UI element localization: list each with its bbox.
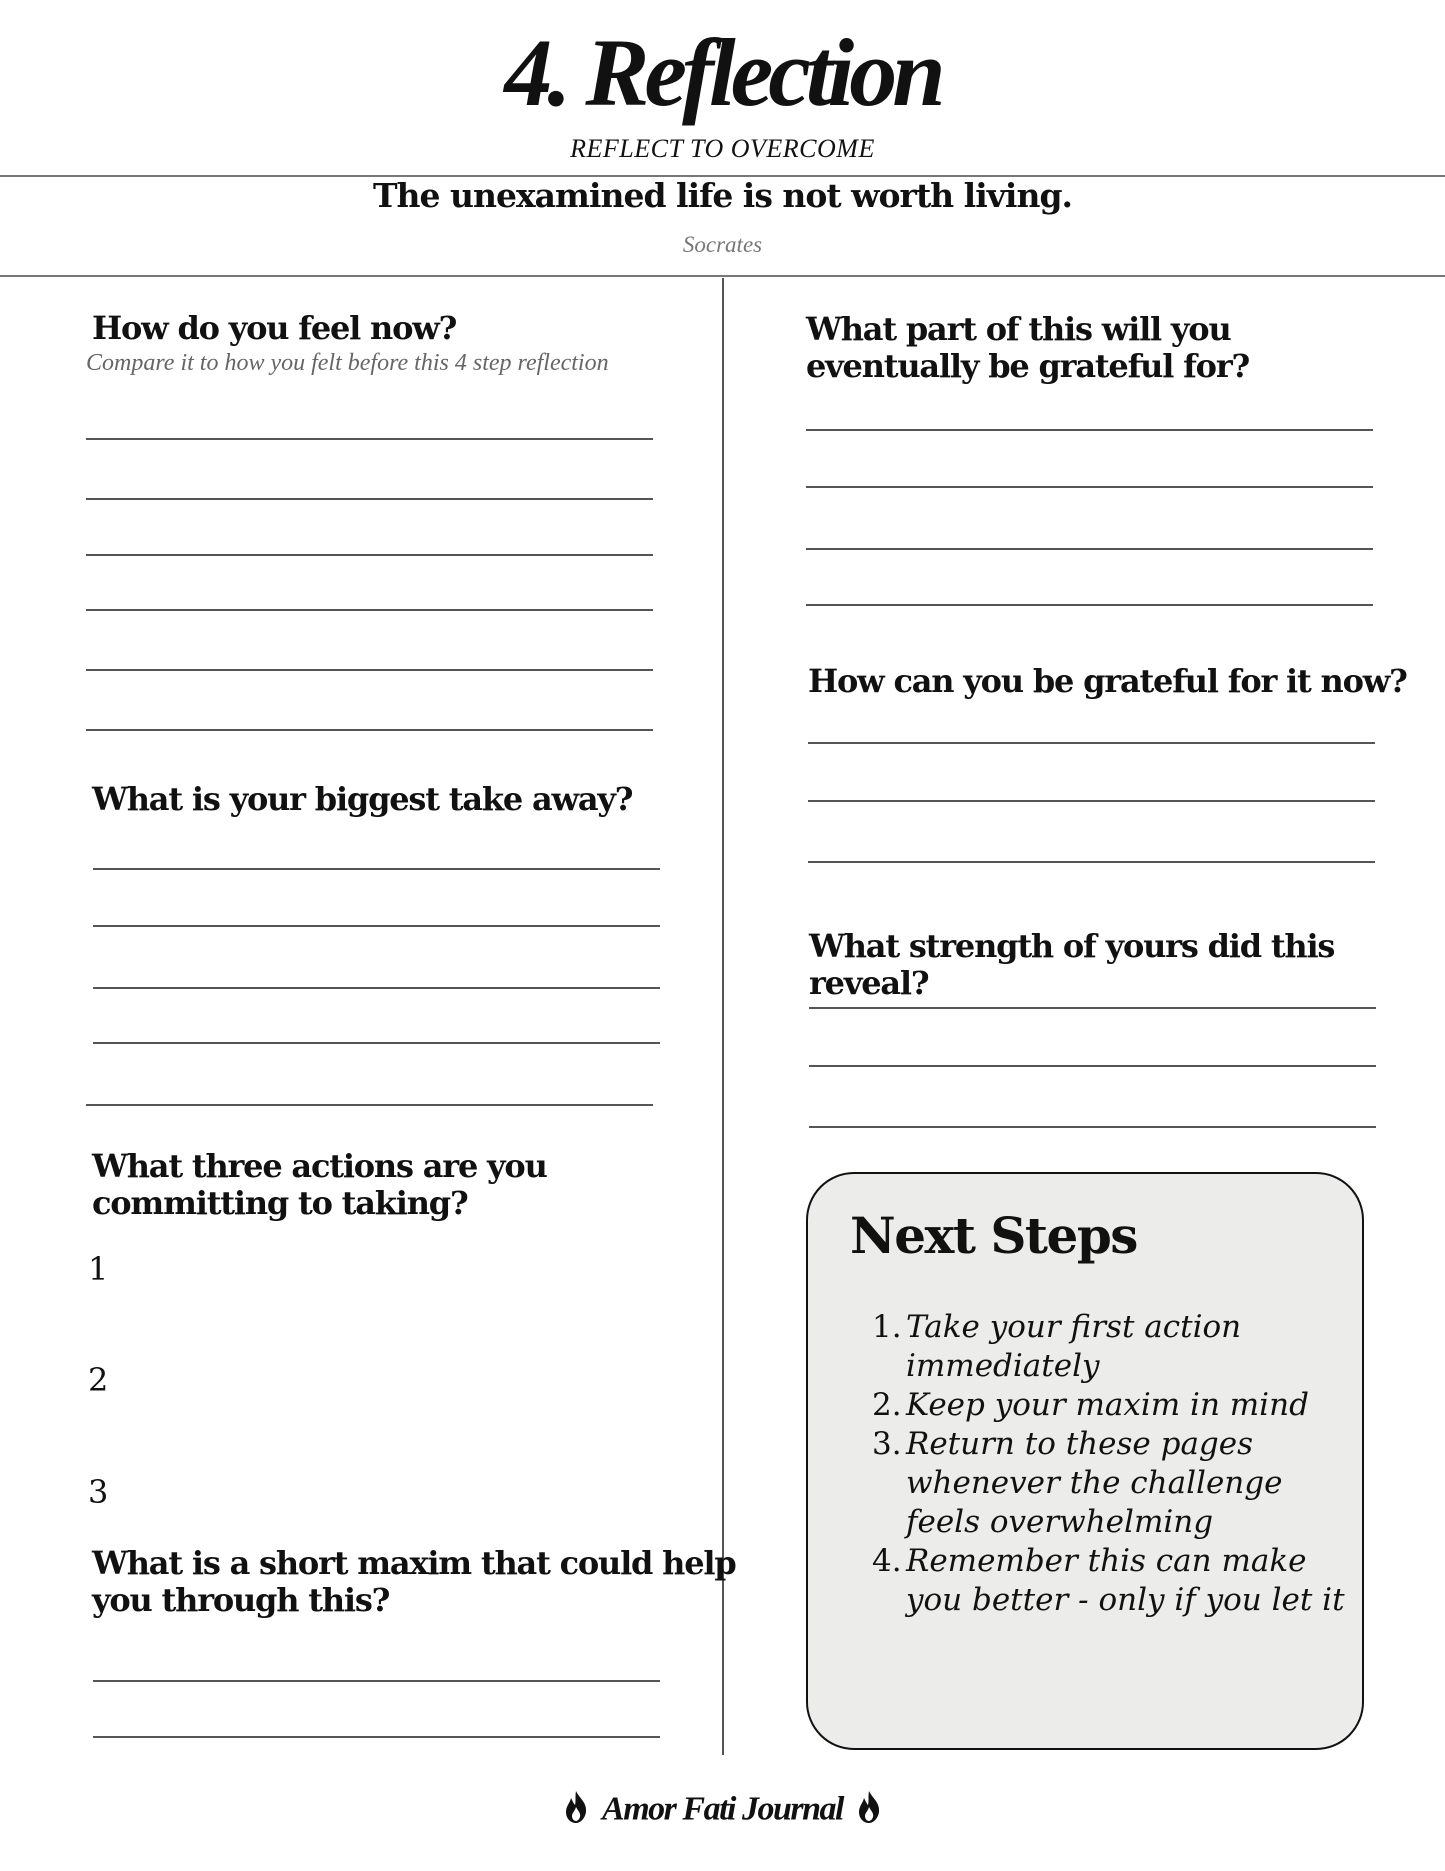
quote-text: The unexamined life is not worth living.: [372, 176, 1073, 215]
question-three-actions-line2: committing to taking?: [92, 1184, 468, 1222]
action-number-2: 2: [88, 1361, 109, 1399]
question-maxim-line2: you through this?: [92, 1581, 390, 1619]
footer-brand: [0, 1790, 1445, 1833]
next-step-text: Remember this can make you better - only if you let it: [906, 1543, 1345, 1618]
next-step-text: Keep your maxim in mind: [906, 1387, 1309, 1423]
footer-brand-text: Amor Fati Journal: [602, 1790, 843, 1828]
page-title: 4. Reflection: [504, 19, 941, 126]
next-step-text: Take your first action immediately: [906, 1309, 1242, 1384]
next-step-item: [872, 1425, 1366, 1542]
answer-line[interactable]: [93, 868, 660, 870]
action-number-1: 1: [88, 1250, 109, 1288]
answer-line[interactable]: [808, 742, 1375, 744]
next-steps-list: [872, 1308, 1366, 1620]
answer-line[interactable]: [86, 498, 653, 500]
answer-line[interactable]: [93, 1680, 660, 1682]
answer-line[interactable]: [86, 554, 653, 556]
question-grateful-eventually-line1: What part of this will you: [806, 310, 1231, 348]
question-take-away: What is your biggest take away?: [92, 780, 633, 818]
answer-line[interactable]: [806, 604, 1373, 606]
answer-line[interactable]: [93, 1736, 660, 1738]
answer-line[interactable]: [86, 1104, 653, 1106]
answer-line[interactable]: [86, 438, 653, 440]
answer-line[interactable]: [86, 609, 653, 611]
next-step-number: 1.: [872, 1309, 902, 1345]
answer-line[interactable]: [809, 1007, 1376, 1009]
question-feel-now: How do you feel now?: [92, 309, 457, 347]
next-step-item: [872, 1386, 1366, 1425]
next-step-item: [872, 1308, 1366, 1386]
flame-icon: [562, 1790, 590, 1833]
next-step-number: 2.: [872, 1387, 902, 1423]
answer-line[interactable]: [86, 669, 653, 671]
question-strength-revealed: What strength of yours did this reveal?: [809, 927, 1335, 1002]
answer-line[interactable]: [93, 1042, 660, 1044]
next-steps-title: Next Steps: [850, 1206, 1137, 1265]
question-grateful-now: How can you be grateful for it now?: [808, 662, 1407, 700]
answer-line[interactable]: [806, 429, 1373, 431]
flame-icon: [855, 1790, 883, 1833]
question-grateful-eventually: [806, 311, 1249, 385]
question-grateful-eventually-line2: eventually be grateful for?: [806, 347, 1250, 385]
question-maxim: [92, 1545, 736, 1619]
next-step-number: 4.: [872, 1543, 902, 1579]
action-number-3: 3: [88, 1473, 109, 1511]
question-feel-now-hint: Compare it to how you felt before this 4 step reflection: [86, 350, 609, 376]
quote-author: Socrates: [682, 232, 763, 257]
answer-line[interactable]: [93, 925, 660, 927]
answer-line[interactable]: [93, 987, 660, 989]
column-divider: [722, 278, 724, 1755]
answer-line[interactable]: [808, 861, 1375, 863]
question-maxim-line1: What is a short maxim that could help: [92, 1544, 736, 1582]
header-divider-bottom: [0, 275, 1445, 277]
answer-line[interactable]: [86, 729, 653, 731]
answer-line[interactable]: [809, 1065, 1376, 1067]
page-subtitle: REFLECT TO OVERCOME: [570, 134, 875, 163]
next-step-item: [872, 1542, 1366, 1620]
answer-line[interactable]: [808, 800, 1375, 802]
next-step-number: 3.: [872, 1426, 902, 1462]
answer-line[interactable]: [809, 1126, 1376, 1128]
question-three-actions-line1: What three actions are you: [92, 1147, 547, 1185]
next-step-text: Return to these pages whenever the challenge feels overwhelming: [906, 1426, 1283, 1540]
question-three-actions: [92, 1148, 547, 1222]
answer-line[interactable]: [806, 486, 1373, 488]
answer-line[interactable]: [806, 548, 1373, 550]
